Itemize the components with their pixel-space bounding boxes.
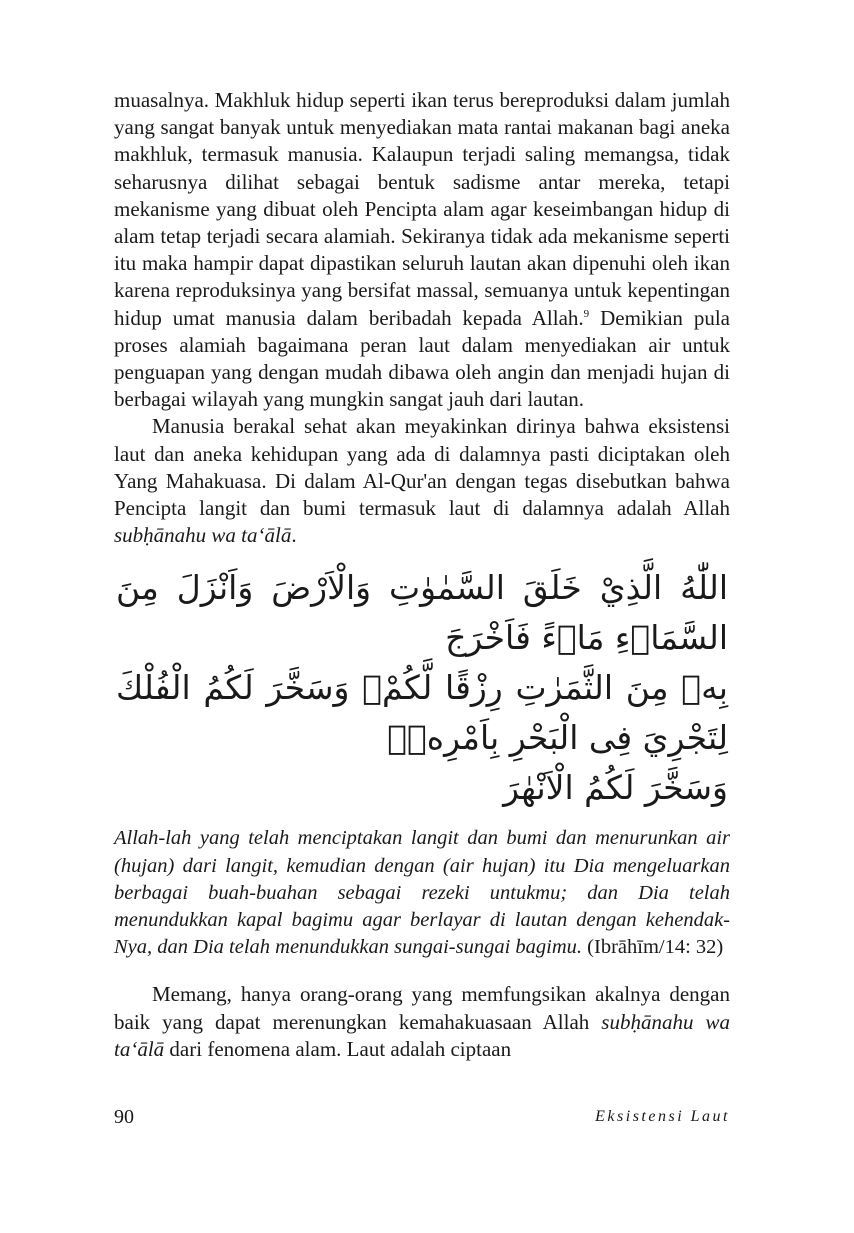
paragraph-1-text-b: Demikian pula proses alamiah bagaimana peran laut dalam menyediakan air untuk penguapan yang dengan mudah dibawa oleh angin dan menjadi hujan di berbagai wilayah yang mungkin sangat jauh dari lautan. — [114, 305, 730, 412]
quran-verse-line-3: وَسَخَّرَ لَكُمُ الْاَنْهٰرَ — [503, 768, 728, 808]
quran-verse — [114, 563, 730, 813]
paragraph-2-italic: subḥānahu wa ta‘ālā — [114, 523, 292, 548]
quran-verse-line-2: بِهٖ مِنَ الثَّمَرٰتِ رِزْقًا لَّكُمْۚ وَسَخَّرَ لَكُمُ الْفُلْكَ لِتَجْرِيَ فِى الْبَحْرِ بِاَمْرِهٖۚ — [116, 668, 728, 758]
paragraph-1-text-a: muasalnya. Makhluk hidup seperti ikan terus bereproduksi dalam jumlah yang sangat banyak untuk menyediakan mata rantai makanan bagi aneka makhluk, termasuk manusia. Kalaupun terjadi saling memangsa, tidak seharusnya dilihat sebagai bentuk sadisme antar mereka, tetapi mekanisme yang dibuat oleh Pencipta alam agar keseimbangan hidup di alam tetap terjadi secara alamiah. Sekiranya tidak ada mekanisme seperti itu maka hampir dapat dipastikan seluruh lautan akan dipenuhi oleh ikan karena reproduksinya yang bersifat massal, semuanya untuk kepentingan hidup umat manusia dalam beribadah kepada Allah. — [114, 88, 730, 330]
quran-verse-line-1: اللّٰهُ الَّذِيْ خَلَقَ السَّمٰوٰتِ وَالْاَرْضَ وَاَنْزَلَ مِنَ السَّمَاۤءِ مَاۤءً فَاَخْرَجَ — [116, 568, 728, 658]
page-body — [114, 87, 730, 1063]
paragraph-3 — [114, 981, 730, 1063]
paragraph-3-text-a: Memang, hanya orang-orang yang memfungsikan akalnya dengan baik yang dapat merenungkan kemahakuasaan Allah — [114, 982, 730, 1034]
page-footer — [114, 1106, 730, 1130]
paragraph-1 — [114, 87, 730, 413]
paragraph-2-end: . — [291, 523, 297, 548]
footnote-marker[interactable]: 9 — [583, 307, 590, 320]
verse-reference: (Ibrāhīm/14: 32) — [582, 936, 724, 959]
paragraph-2-text: Manusia berakal sehat akan meyakinkan dirinya bahwa eksistensi laut dan aneka kehidupan yang ada di dalamnya pasti diciptakan oleh Yang Mahakuasa. Di dalam Al-Qur'an dengan tegas disebutkan bahwa Pencipta langit dan bumi termasuk laut di dalamnya adalah Allah — [114, 414, 730, 521]
verse-translation — [114, 825, 730, 961]
paragraph-3-italic: subḥānahu wa ta‘ālā — [114, 1009, 730, 1061]
page-number: 90 — [114, 1106, 134, 1128]
paragraph-3-text-b: dari fenomena alam. Laut adalah ciptaan — [164, 1036, 512, 1061]
running-title: Eksistensi Laut — [595, 1108, 730, 1125]
verse-translation-text: Allah-lah yang telah menciptakan langit dan bumi dan menurunkan air (hujan) dari langit, kemudian dengan (air hujan) itu Dia mengeluarkan berbagai buah-buahan sebagai rezeki untukmu; dan Dia telah menundukkan kapal bagimu agar berlayar di lautan dengan kehendak-Nya, dan Dia telah menundukkan sungai-sungai bagimu. — [114, 827, 730, 959]
paragraph-2 — [114, 413, 730, 549]
